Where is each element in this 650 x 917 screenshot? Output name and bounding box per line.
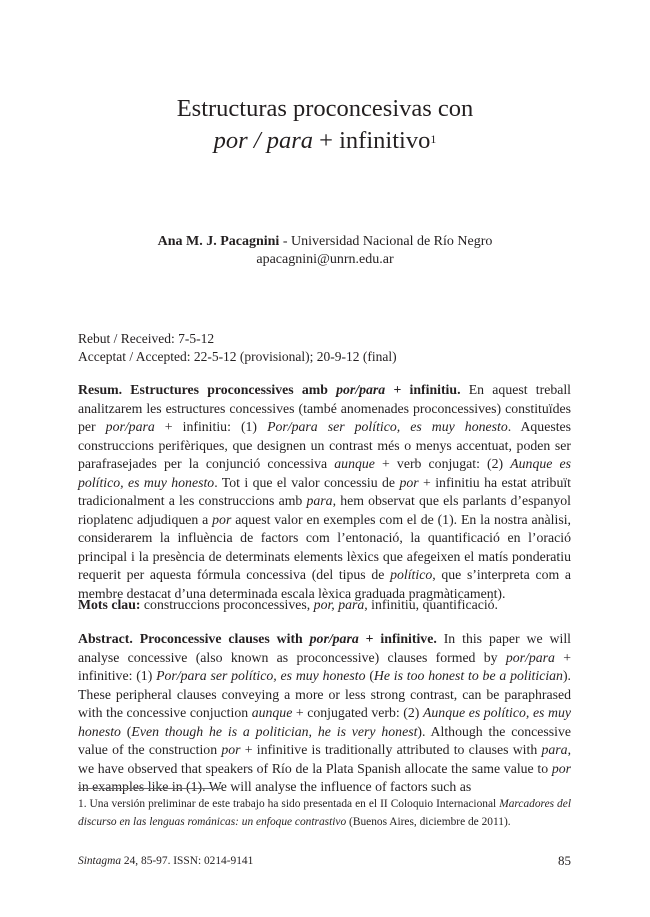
author-affiliation: Universidad Nacional de Río Negro xyxy=(291,234,493,249)
journal-citation xyxy=(78,854,253,869)
author-line xyxy=(0,233,650,251)
title-footnote-marker: 1 xyxy=(430,132,437,146)
citation-details: 24, 85-97. ISSN: 0214-9141 xyxy=(123,855,254,867)
journal-name: Sintagma xyxy=(78,855,122,867)
footnote-divider xyxy=(78,788,223,789)
author-separator: - xyxy=(282,234,288,249)
mots-clau-heading: Mots clau: xyxy=(78,597,141,612)
abstract-heading: Abstract. Proconcessive clauses with por/para + infinitive. xyxy=(78,631,437,646)
received-date: Rebut / Received: 7-5-12 xyxy=(78,331,215,346)
title-por-para: por / para xyxy=(213,127,314,154)
page-number: 85 xyxy=(558,853,571,868)
title-text: Estructuras proconcesivas con xyxy=(176,95,474,122)
accepted-date: Acceptat / Accepted: 22-5-12 (provisional); 20-9-12 (final) xyxy=(78,349,397,364)
author-name: Ana M. J. Pacagnini xyxy=(157,234,280,249)
mots-clau-paragraph: Mots clau: construccions proconcessives, por, para, infinitiu, quantificació. xyxy=(78,597,498,612)
title-infinitivo: infinitivo xyxy=(339,127,431,154)
title-plus: + xyxy=(319,127,333,154)
footnote: 1. Una versión preliminar de este trabajo ha sido presentada en el II Coloquio Internacional Marcadores del discurso en las lenguas románicas: un enfoque contrastivo (Buenos Aires, diciembre de 2011). xyxy=(78,798,571,828)
paper-title-line-2 xyxy=(0,125,650,157)
paper-title-line-1 xyxy=(0,93,650,125)
submission-dates xyxy=(78,330,397,366)
abstract-paragraph: Abstract. Proconcessive clauses with por/para + infinitive. In this paper we will analyse concessive (also known as proconcessive) clauses formed by por/para + infinitive: (1) Por/para ser político, es muy honesto (He is too honest to be a politician). These peripheral clauses conveying a more or less strong contrast, can be paraphrased with the concessive conjuction aunque + conjugated verb: (2) Aunque es político, es muy honesto (Even though he is a politician, he is very honest). Although the concessive value of the construction por + infinitive is traditionally attributed to clauses with para, we have observed that speakers of Río de la Plata Spanish allocate the same value to por in examples like in (1). We will analyse the influence of factors such as xyxy=(78,631,572,795)
resum-paragraph: Resum. Estructures proconcessives amb por/para + infinitiu. En aquest treball analitzarem les estructures concessives (també anomenades proconcessives) constituïdes per por/para + infinitiu: (1) Por/para ser político, es muy honesto. Aquestes construccions perifèriques, que designen un contrast més o menys accentuat, poden ser parafrasejades per la conjunció concessiva aunque + verb conjugat: (2) Aunque es político, es muy honesto. Tot i que el valor concessiu de por + infinitiu ha estat atribuït tradicionalment a les construccions amb para, hem observat que els parlants d’espanyol rioplatenc adjudiquen a por aquest valor en exemples com el de (1). En la nostra anàlisi, considerarem la influència de factors com l’entonació, la quantificació en l’oració principal i la presència de determinats elements lèxics que afegeixen el matís ponderatiu requerit per aquesta fórmula concessiva (del tipus de político, que s’interpreta com a membre destacat d’una determinada escala lèxica graduada pragmàticament). xyxy=(78,382,572,602)
resum-heading: Resum. Estructures proconcessives amb por/para + infinitiu. xyxy=(78,382,461,397)
author-email[interactable]: apacagnini@unrn.edu.ar xyxy=(256,252,394,267)
